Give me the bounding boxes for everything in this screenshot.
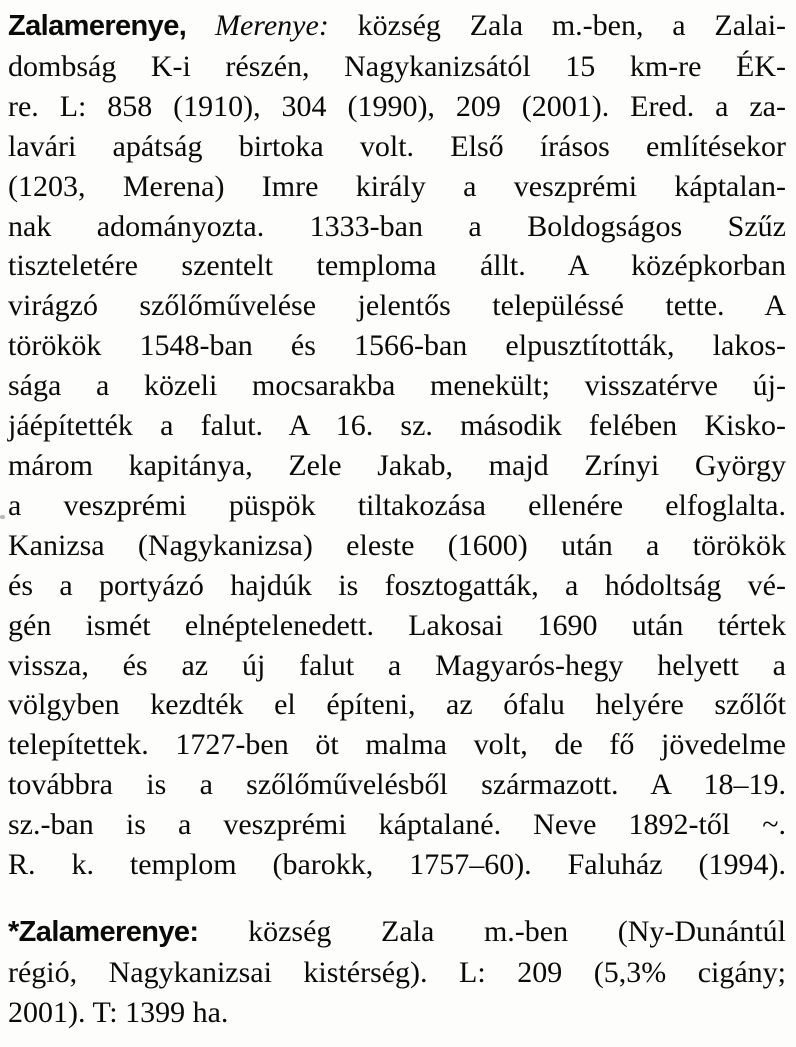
scan-artifact-speck (0, 515, 5, 519)
text-line: nak adományozta. 1333-ban a Boldogságos Szűz (8, 209, 786, 243)
text-line (8, 6, 786, 47)
entry-text-run: község Zala m.-ben (Ny-Dunántúl (248, 914, 786, 948)
text-line: tiszteletére szentelt temploma állt. A középkorban (8, 249, 786, 283)
text-line: sz.-ban is a veszprémi káptalané. Neve 1892-től ~. (8, 808, 786, 842)
entry-zalamerenye (8, 6, 786, 885)
text-line: jáépítették a falut. A 16. sz. második felében Kisko- (8, 409, 786, 443)
text-line: (1203, Merena) Imre király a veszprémi káptalan- (8, 169, 786, 203)
text-line: sága a közeli mocsarakba menekült; visszatérve új- (8, 369, 786, 403)
entry-text-run: község Zala m.-ben, a Zalai- (357, 9, 787, 42)
text-line: völgyben kezdték el építeni, az ófalu helyére szőlőt (8, 688, 786, 722)
text-line: virágzó szőlőművelése jelentős településsé tette. A (8, 289, 786, 323)
text-line: re. L: 858 (1910), 304 (1990), 209 (2001). Ered. a za- (8, 89, 786, 123)
text-line: továbbra is a szőlőművelésből származott. A 18–19. (8, 768, 786, 802)
text-line: márom kapitánya, Zele Jakab, majd Zrínyi György (8, 448, 786, 482)
entry-headword: *Zalamerenye: (8, 915, 199, 948)
text-line: vissza, és az új falut a Magyarós-hegy helyett a (8, 648, 786, 682)
text-line: és a portyázó hajdúk is fosztogatták, a hódoltság vé- (8, 568, 786, 602)
text-line: régió, Nagykanizsai kistérség). L: 209 (5,3% cigány; (8, 955, 786, 989)
text-line: 2001). T: 1399 ha. (8, 995, 229, 1029)
text-line: gén ismét elnéptelenedett. Lakosai 1690 után tértek (8, 608, 786, 642)
text-line: törökök 1548-ban és 1566-ban elpusztították, lakos- (8, 329, 786, 363)
text-line: lavári apátság birtoka volt. Első írásos említésekor (8, 129, 786, 163)
entry-zalamerenye-statistical (8, 912, 786, 1033)
text-line (8, 912, 786, 953)
text-line: Kanizsa (Nagykanizsa) eleste (1600) után a törökök (8, 528, 786, 562)
text-line: dombság K-i részén, Nagykanizsától 15 km-re ÉK- (8, 49, 786, 83)
text-line: a veszprémi püspök tiltakozása ellenére elfoglalta. (8, 488, 786, 522)
entry-headword: Zalamerenye, (8, 10, 187, 42)
text-line: R. k. templom (barokk, 1757–60). Faluház (1994). (8, 848, 786, 882)
text-line: telepítettek. 1727-ben öt malma volt, de fő jövedelme (8, 728, 786, 762)
entry-variant-name: Merenye: (215, 9, 329, 42)
